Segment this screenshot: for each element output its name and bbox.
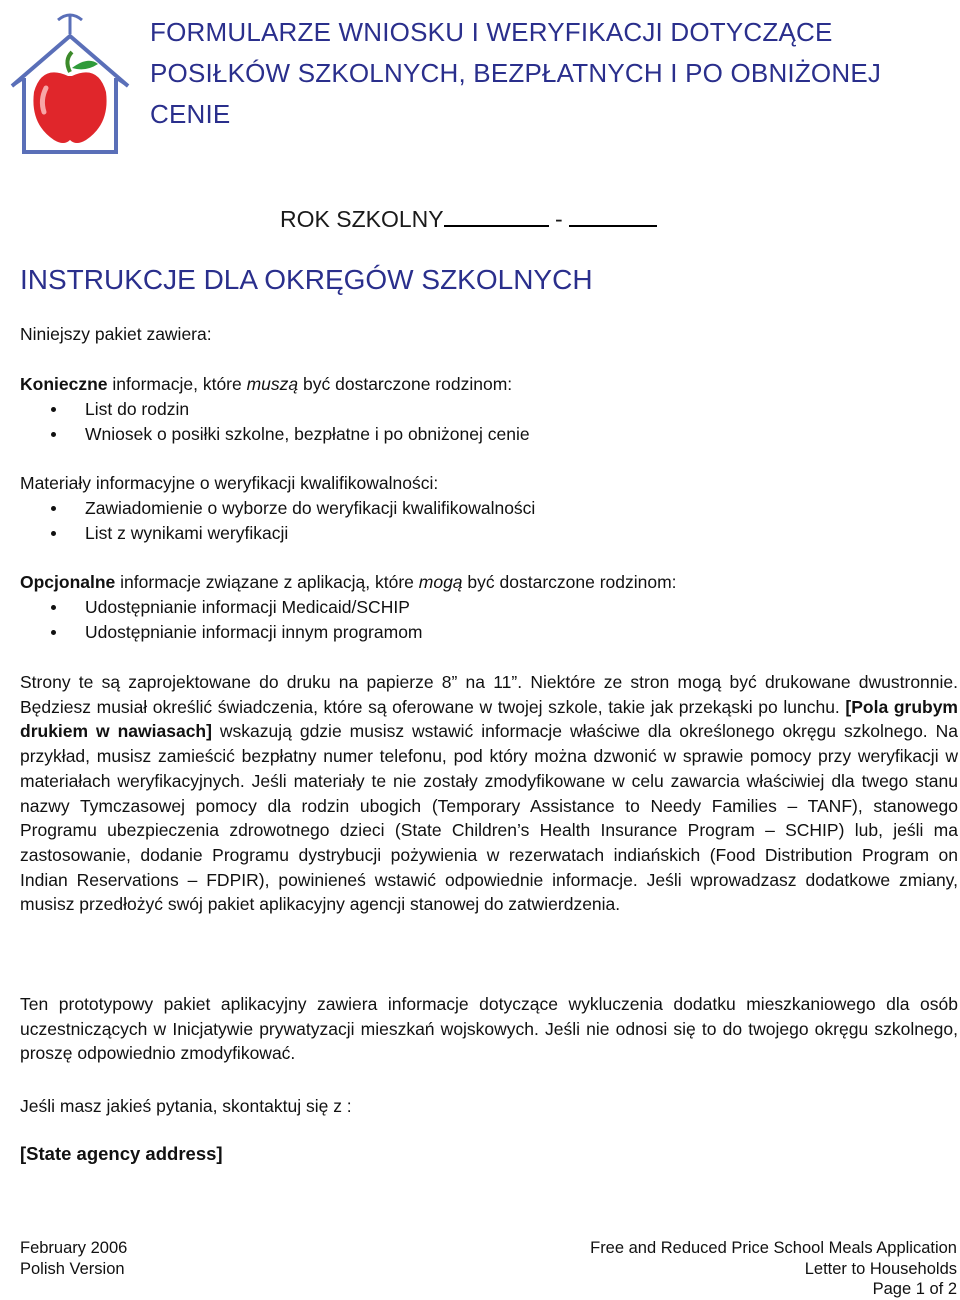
required-text-before: informacje, które	[107, 374, 247, 394]
required-italic: muszą	[246, 374, 299, 394]
footer-date: February 2006	[20, 1239, 128, 1257]
list-item-text: List do rodzin	[85, 399, 190, 419]
intro-text: Niniejszy pakiet zawiera:	[20, 324, 212, 344]
list-item	[55, 496, 536, 520]
instructions-paragraph	[20, 670, 958, 917]
optional-italic: mogą	[418, 572, 463, 592]
school-year-end-blank[interactable]	[569, 205, 657, 227]
school-year-start-blank[interactable]	[444, 205, 549, 227]
list-item	[55, 620, 423, 644]
footer-doc-title: Free and Reduced Price School Meals Application	[590, 1239, 957, 1257]
footer-right	[590, 1238, 957, 1300]
prototype-paragraph: Ten prototypowy pakiet aplikacyjny zawiera informacje dotyczące wykluczenia dodatku mieszkaniowego dla osób uczestniczących w Inicjatywie prywatyzacji mieszkań wojskowych. Jeśli nie odnosi się to do twojego okręgu szkolnego, proszę odpowiednio zmodyfikować.	[20, 994, 958, 1064]
list-item-text: List z wynikami weryfikacji	[85, 523, 289, 543]
title-line-1: FORMULARZE WNIOSKU I WERYFIKACJI DOTYCZĄCE	[150, 17, 833, 47]
optional-bold: Opcjonalne	[20, 572, 116, 592]
school-apple-logo	[6, 6, 134, 158]
optional-text-after: być dostarczone rodzinom:	[462, 572, 677, 592]
title-line-3: CENIE	[150, 99, 231, 129]
footer-version: Polish Version	[20, 1259, 125, 1278]
paragraph1-bold: [Pola grubym drukiem w nawiasach]	[20, 696, 958, 742]
verification-heading: Materiały informacyjne o weryfikacji kwalifikowalności:	[20, 473, 439, 493]
list-item	[55, 397, 190, 421]
paragraph1-part1: Strony te są zaprojektowane do druku na papierze 8” na 11”. Niektóre ze stron mogą być drukowane dwustronnie. Będziesz musiał określić świadczenia, które są oferowane w twojej szkole, takie jak przekąski po lunchu.	[20, 672, 958, 717]
list-item-text: Zawiadomienie o wyborze do weryfikacji kwalifikowalności	[85, 498, 536, 518]
section-title-text: INSTRUKCJE DLA OKRĘGÓW SZKOLNYCH	[20, 264, 593, 295]
footer-doc-subtitle: Letter to Households	[804, 1259, 957, 1278]
section-title	[20, 264, 593, 296]
required-heading	[20, 372, 512, 396]
paragraph1-part2: wskazują gdzie musisz wstawić informacje właściwe dla określonego okręgu szkolnego. Na przykład, musisz zamieścić bezpłatny numer telefonu, pod który można dzwonić w sprawie pomocy przy weryfikacji w materiałach weryfikacyjnych. Jeśli materiały te nie zostały zmodyfikowane w celu zawarcia właściwiej dla twego stanu nazwy Tymczasowej pomocy dla rodzin ubogich (Temporary Assistance to Needy Families – TANF), stanowego Programu ubezpieczenia zdrowotnego dzieci (State Children’s Health Insurance Program – SCHIP) lub, jeśli ma zastosowanie, dodanie Programu dystrybucji pożywienia w rezerwatach indiańskich (Food Distribution Program on Indian Reservations – FDPIR), powinieneś wstawić odpowiednie informacje. Jeśli wprowadzasz dodatkowe zmiany, musisz przedłożyć swój pakiet aplikacyjny agencji stanowej do zatwierdzenia.	[20, 721, 958, 915]
state-agency-address: [State agency address]	[20, 1143, 223, 1164]
school-year-line	[280, 205, 657, 233]
required-bold: Konieczne	[20, 374, 108, 394]
list-item	[55, 521, 289, 545]
school-year-separator: -	[555, 206, 563, 232]
contact-text: Jeśli masz jakieś pytania, skontaktuj się z :	[20, 1096, 352, 1116]
footer-page-number: Page 1 of 2	[872, 1280, 957, 1298]
list-item-text: Udostępnianie informacji innym programom	[85, 622, 423, 642]
title-line-2: POSIŁKÓW SZKOLNYCH, BEZPŁATNYCH I PO OBNIŻONEJ	[150, 58, 882, 88]
list-item-text: Udostępnianie informacji Medicaid/SCHIP	[85, 597, 410, 617]
footer-left	[20, 1238, 127, 1279]
required-text-after: być dostarczone rodzinom:	[298, 374, 513, 394]
list-item-text: Wniosek o posiłki szkolne, bezpłatne i po obniżonej cenie	[85, 424, 530, 444]
list-item	[55, 595, 410, 619]
optional-heading	[20, 570, 677, 594]
document-title	[150, 12, 940, 135]
school-year-label: ROK SZKOLNY	[280, 206, 444, 232]
optional-text-before: informacje związane z aplikacją, które	[115, 572, 419, 592]
list-item	[55, 422, 530, 446]
